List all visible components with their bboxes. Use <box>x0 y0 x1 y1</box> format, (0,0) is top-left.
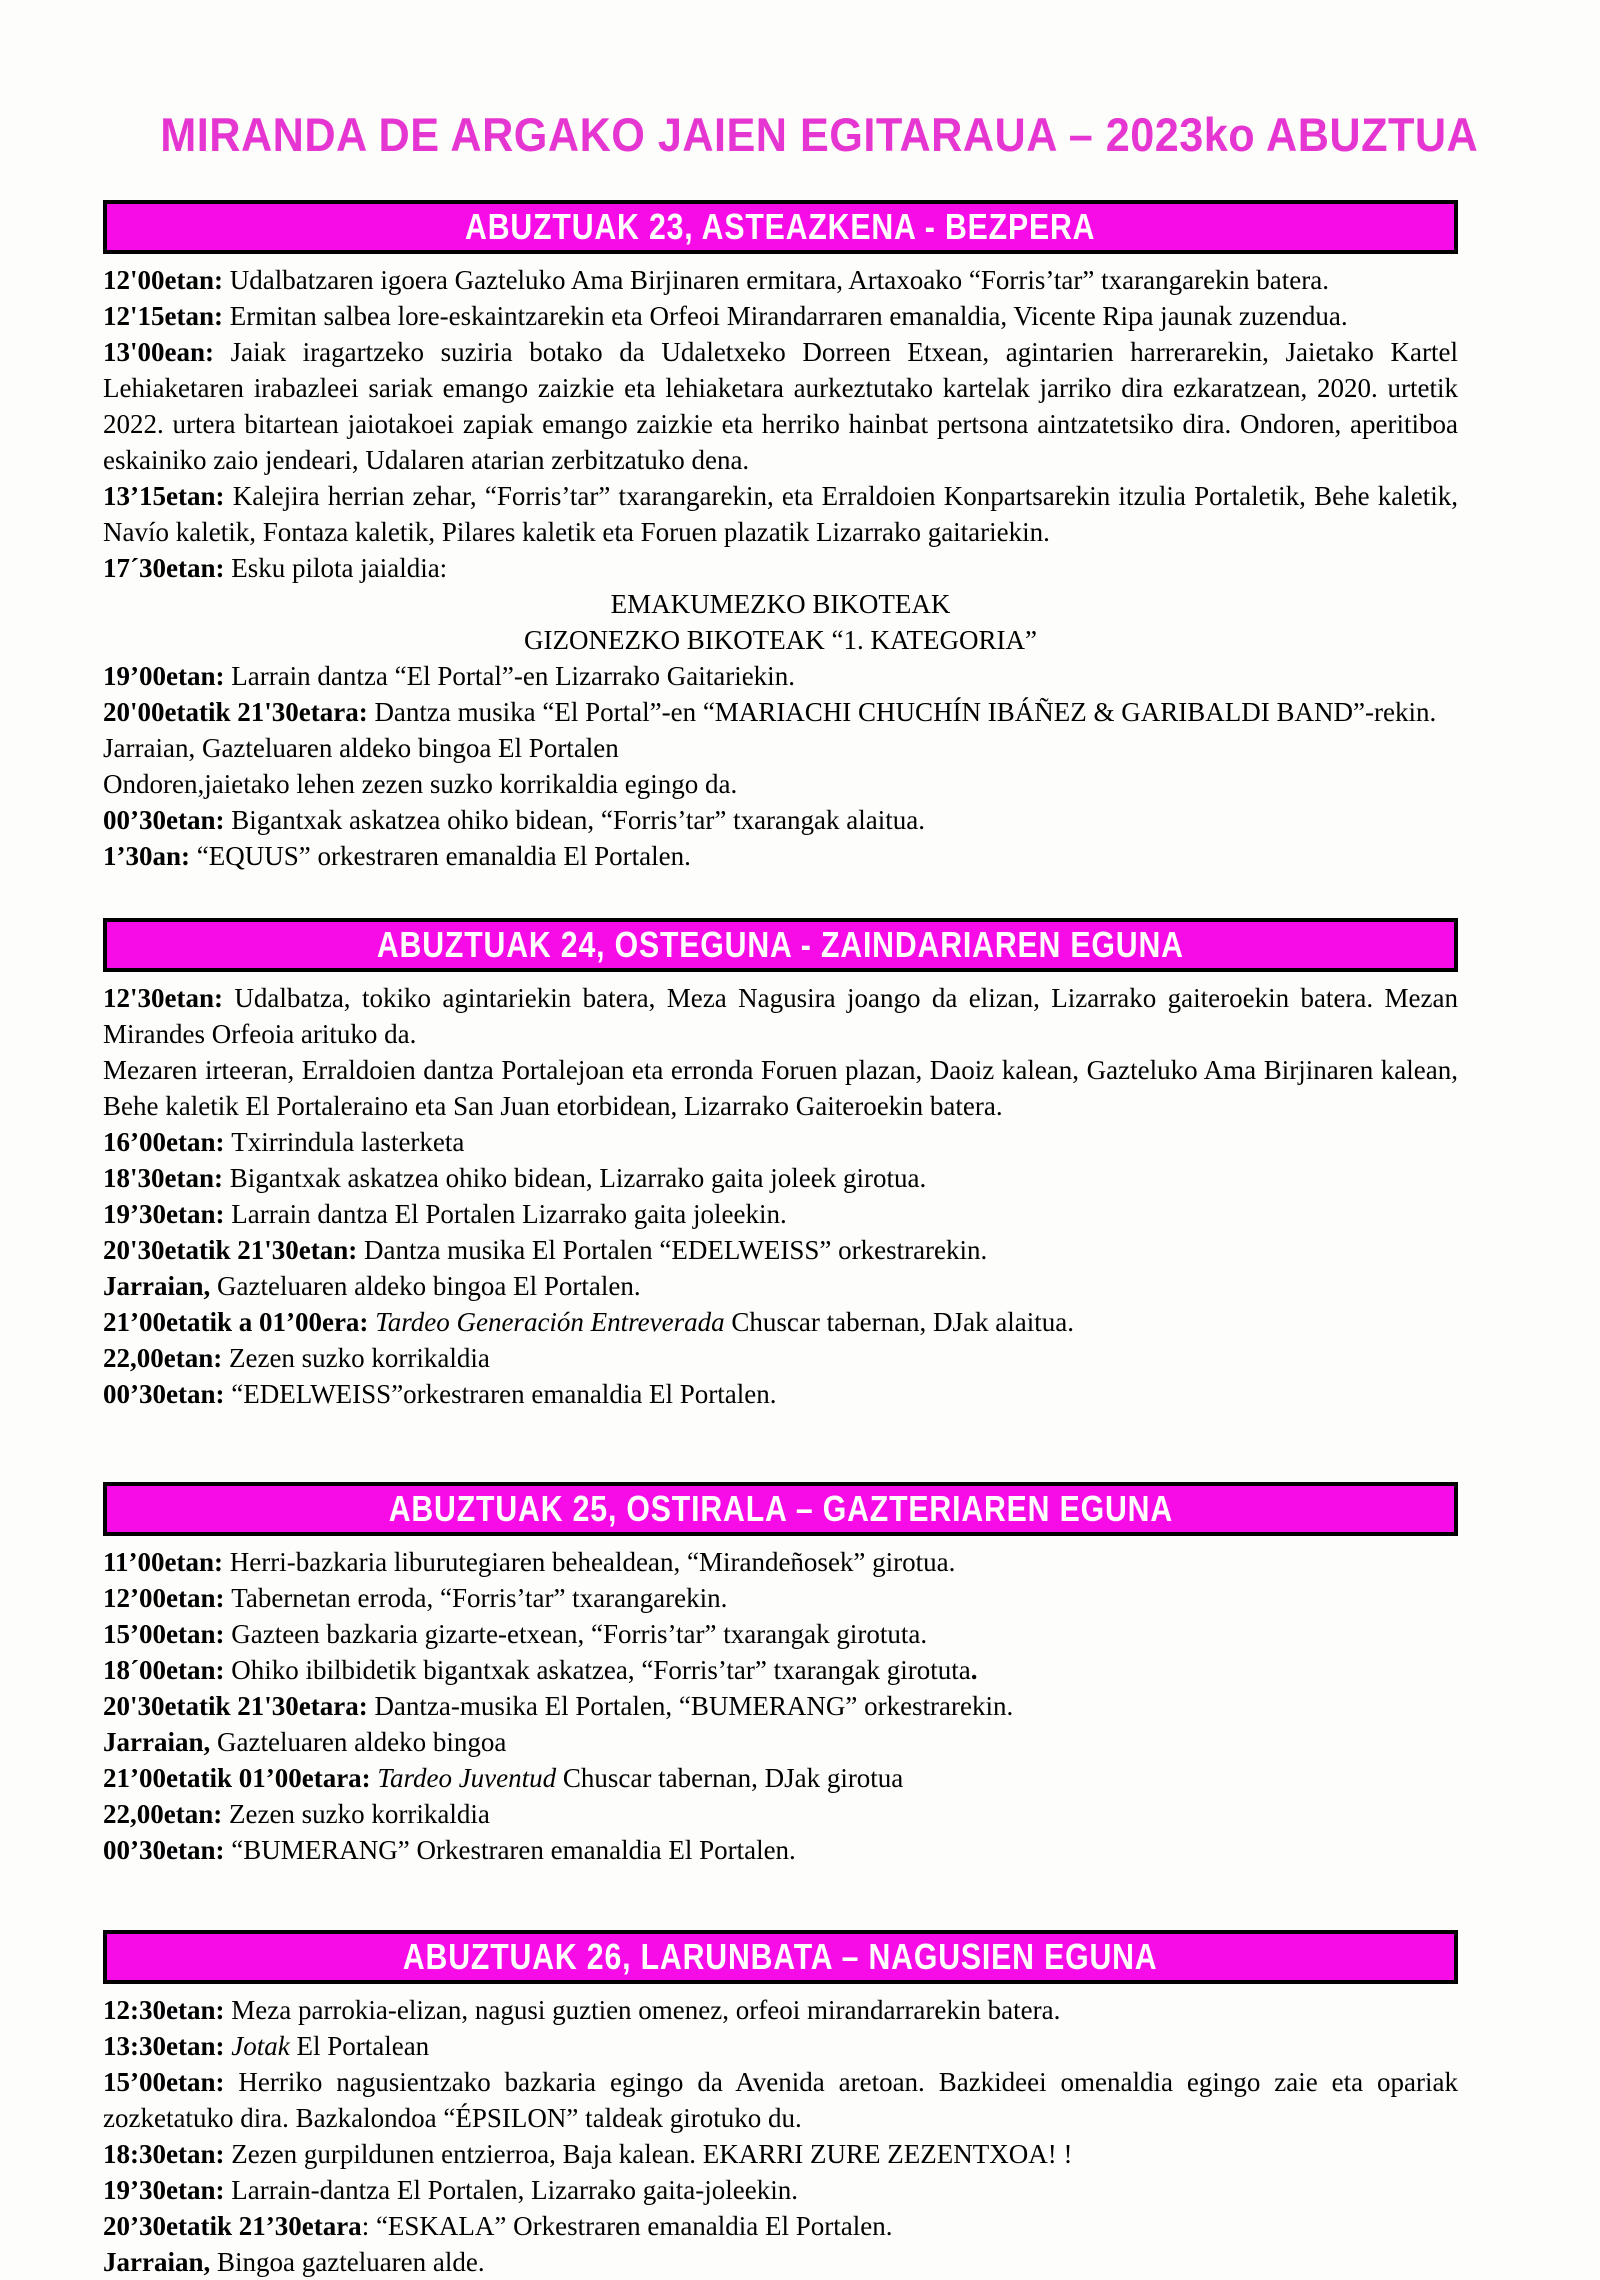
program-entry <box>103 1304 1458 1340</box>
program-entry <box>103 478 1458 550</box>
entry-time: 12'00etan: <box>103 265 230 295</box>
entry-text: Ondoren,jaietako lehen zezen suzko korrikaldia egingo da. <box>103 769 738 799</box>
program-entry <box>103 550 1458 586</box>
entry-text: Bigantxak askatzea ohiko bidean, “Forris’tar” txarangak alaitua. <box>231 805 925 835</box>
entry-text: Gazteen bazkaria gizarte-etxean, “Forris’tar” txarangak girotuta. <box>231 1619 928 1649</box>
entry-text: : “ESKALA” Orkestraren emanaldia El Portalen. <box>361 2211 893 2241</box>
section-banner-title: ABUZTUAK 24, OSTEGUNA - ZAINDARIAREN EGUNA <box>377 924 1184 965</box>
entry-text: Jotak <box>231 2031 290 2061</box>
entry-text: Udalbatza, tokiko agintariekin batera, Meza Nagusira joango da elizan, Lizarrako gaiteroekin batera. Mezan Mirandes Orfeoia arituko da. <box>103 983 1458 1049</box>
section-banner-title: ABUZTUAK 23, ASTEAZKENA - BEZPERA <box>465 206 1096 247</box>
entry-text: Tardeo Generación Entreverada <box>375 1307 725 1337</box>
entry-text: Jaiak iragartzeko suziria botako da Udaletxeko Dorreen Etxean, agintarien harrerarekin, Jaietako Kartel Lehiaketaren irabazleei sariak emango zaizkie eta lehiaketara aurkeztutako kartelak jarriko dira ezkaratzean, 2020. urtetik 2022. urtera bitartean jaiotakoei zapiak emango zaizkie eta herriko hainbat pertsona aintzatetsiko dira. Ondoren, aperitiboa eskainiko zaio jendeari, Udalaren atarian zerbitzatuko dena. <box>103 337 1458 475</box>
program-entry <box>103 622 1458 658</box>
entry-time: 22,00etan: <box>103 1799 229 1829</box>
entry-time: 18'30etan: <box>103 1163 230 1193</box>
program-entry <box>103 658 1458 694</box>
program-entry <box>103 334 1458 478</box>
program-entry <box>103 1724 1458 1760</box>
entry-time: 18´00etan: <box>103 1655 232 1685</box>
entry-time: 15’00etan: <box>103 1619 232 1649</box>
entry-time: 21’00etatik 01’00etara: <box>103 1763 378 1793</box>
program-section <box>103 1482 1458 1868</box>
entry-text: Tardeo Juventud <box>377 1763 557 1793</box>
entry-text: Herriko nagusientzako bazkaria egingo da Avenida aretoan. Bazkideei omenaldia egingo zaie eta opariak zozketatuko dira. Bazkalondoa “ÉPSILON” taldeak girotuko du. <box>103 2067 1459 2133</box>
section-banner-title: ABUZTUAK 26, LARUNBATA – NAGUSIEN EGUNA <box>403 1936 1158 1977</box>
program-entry <box>103 1544 1458 1580</box>
entry-time: 19’30etan: <box>103 2175 232 2205</box>
program-section <box>103 1930 1458 2280</box>
program-entry <box>103 1832 1458 1868</box>
program-entry <box>103 1196 1458 1232</box>
program-entry <box>103 298 1458 334</box>
program-entry <box>103 838 1458 874</box>
entry-time: 17´30etan: <box>103 553 232 583</box>
entry-text: Chuscar tabernan, DJak girotua <box>556 1763 904 1793</box>
entry-time: 12'30etan: <box>103 983 235 1013</box>
entry-text: Esku pilota jaialdia: <box>231 553 448 583</box>
program-entry <box>103 1652 1458 1688</box>
entry-time: 20'00etatik 21'30etara: <box>103 697 375 727</box>
program-entry <box>103 766 1458 802</box>
entry-time: Jarraian, <box>103 2247 217 2277</box>
entry-time: 13:30etan: <box>103 2031 232 2061</box>
section-banner <box>103 1482 1458 1536</box>
program-entry <box>103 1340 1458 1376</box>
section-banner-title: ABUZTUAK 25, OSTIRALA – GAZTERIAREN EGUNA <box>388 1488 1173 1529</box>
entry-time: . <box>970 1655 978 1685</box>
program-entry <box>103 2064 1458 2136</box>
entry-text: “EQUUS” orkestraren emanaldia El Portalen. <box>196 841 691 871</box>
program-entry <box>103 1688 1458 1724</box>
entry-text: Gazteluaren aldeko bingoa <box>217 1727 507 1757</box>
entry-time: 22,00etan: <box>103 1343 229 1373</box>
program-entry <box>103 730 1458 766</box>
entry-time: 1’30an: <box>103 841 197 871</box>
entry-time: 13'00ean: <box>103 337 231 367</box>
program-entry <box>103 2208 1458 2244</box>
program-entry <box>103 1160 1458 1196</box>
page-title-text: MIRANDA DE ARGAKO JAIEN EGITARAUA – 2023ko ABUZTUA <box>160 108 1479 161</box>
entry-text: Dantza musika El Portalen “EDELWEISS” orkestrarekin. <box>363 1235 988 1265</box>
entry-time: 21’00etatik a 01’00era: <box>103 1307 376 1337</box>
entry-text: Jarraian, Gazteluaren aldeko bingoa El Portalen <box>103 733 619 763</box>
program-sections <box>103 200 1458 2280</box>
entry-time: 00’30etan: <box>103 1835 232 1865</box>
entry-text: “EDELWEISS”orkestraren emanaldia El Portalen. <box>231 1379 777 1409</box>
entry-text: Larrain dantza El Portalen Lizarrako gaita joleekin. <box>231 1199 787 1229</box>
entry-text: Ermitan salbea lore-eskaintzarekin eta Orfeoi Mirandarraren emanaldia, Vicente Ripa jaunak zuzendua. <box>229 301 1348 331</box>
entry-text: Dantza-musika El Portalen, “BUMERANG” orkestrarekin. <box>374 1691 1014 1721</box>
program-entry <box>103 1232 1458 1268</box>
program-entry <box>103 1992 1458 2028</box>
section-banner <box>103 200 1458 254</box>
program-section <box>103 918 1458 1412</box>
entry-text: Ohiko ibilbidetik bigantxak askatzea, “Forris’tar” txarangak girotuta <box>231 1655 971 1685</box>
program-entry <box>103 1760 1458 1796</box>
entry-time: 16’00etan: <box>103 1127 232 1157</box>
entry-time: 00’30etan: <box>103 805 232 835</box>
entry-text: Dantza musika “El Portal”-en “MARIACHI CHUCHÍN IBÁÑEZ & GARIBALDI BAND”-rekin. <box>374 697 1437 727</box>
entry-time: 11’00etan: <box>103 1547 230 1577</box>
section-banner <box>103 918 1458 972</box>
program-entry <box>103 1616 1458 1652</box>
entry-text: Mezaren irteeran, Erraldoien dantza Portalejoan eta erronda Foruen plazan, Daoiz kalean, Gazteluko Ama Birjinaren kalean, Behe kaletik El Portaleraino eta San Juan etorbidean, Lizarrako Gaiteroekin batera. <box>103 1055 1458 1121</box>
program-entry <box>103 2136 1458 2172</box>
entry-time: 12:30etan: <box>103 1995 232 2025</box>
entry-time: 13’15etan: <box>103 481 233 511</box>
entry-text: Larrain-dantza El Portalen, Lizarrako gaita-joleekin. <box>231 2175 798 2205</box>
entry-text: GIZONEZKO BIKOTEAK “1. KATEGORIA” <box>524 625 1037 655</box>
entry-time: 15’00etan: <box>103 2067 239 2097</box>
entry-text: Larrain dantza “El Portal”-en Lizarrako Gaitariekin. <box>231 661 795 691</box>
program-entry <box>103 694 1458 730</box>
entry-text: Chuscar tabernan, DJak alaitua. <box>724 1307 1075 1337</box>
program-entry <box>103 262 1458 298</box>
entry-text: Meza parrokia-elizan, nagusi guztien omenez, orfeoi mirandarrarekin batera. <box>231 1995 1061 2025</box>
entry-text: Bigantxak askatzea ohiko bidean, Lizarrako gaita joleek girotua. <box>229 1163 927 1193</box>
program-entry <box>103 2172 1458 2208</box>
program-section <box>103 200 1458 874</box>
entry-text: “BUMERANG” Orkestraren emanaldia El Portalen. <box>231 1835 796 1865</box>
program-entry <box>103 1580 1458 1616</box>
entry-text: Udalbatzaren igoera Gazteluko Ama Birjinaren ermitara, Artaxoako “Forris’tar” txarangarekin batera. <box>229 265 1329 295</box>
entry-time: 12’00etan: <box>103 1583 232 1613</box>
entry-text: Zezen gurpildunen entzierroa, Baja kalean. EKARRI ZURE ZEZENTXOA! ! <box>231 2139 1073 2169</box>
entry-text: Bingoa gazteluaren alde. <box>217 2247 485 2277</box>
program-entry <box>103 1124 1458 1160</box>
section-banner <box>103 1930 1458 1984</box>
entry-text: Zezen suzko korrikaldia <box>228 1799 490 1829</box>
entry-text: Zezen suzko korrikaldia <box>228 1343 490 1373</box>
program-entry <box>103 1796 1458 1832</box>
entry-time: 20’30etatik 21’30etara <box>103 2211 362 2241</box>
entry-text: Txirrindula lasterketa <box>231 1127 465 1157</box>
program-entry <box>103 980 1458 1052</box>
entry-text: Tabernetan erroda, “Forris’tar” txarangarekin. <box>231 1583 728 1613</box>
entry-time: Jarraian, <box>103 1727 217 1757</box>
program-entry <box>103 802 1458 838</box>
program-entry <box>103 586 1458 622</box>
entry-time: 19’00etan: <box>103 661 232 691</box>
entry-text: Gazteluaren aldeko bingoa El Portalen. <box>217 1271 641 1301</box>
entry-text: EMAKUMEZKO BIKOTEAK <box>610 589 951 619</box>
entry-time: 12'15etan: <box>103 301 230 331</box>
program-entry <box>103 2244 1458 2280</box>
page-title <box>103 108 1479 164</box>
entry-text: Kalejira herrian zehar, “Forris’tar” txarangarekin, eta Erraldoien Konpartsarekin itzulia Portaletik, Behe kaletik, Navío kaletik, Fontaza kaletik, Pilares kaletik eta Foruen plazatik Lizarrako gaitariekin. <box>103 481 1458 547</box>
entry-time: 19’30etan: <box>103 1199 232 1229</box>
entry-time: 18:30etan: <box>103 2139 232 2169</box>
entry-time: 20'30etatik 21'30etara: <box>103 1691 375 1721</box>
program-entry <box>103 1052 1458 1124</box>
entry-time: 00’30etan: <box>103 1379 232 1409</box>
entry-text: El Portalean <box>289 2031 430 2061</box>
entry-text: Herri-bazkaria liburutegiaren behealdean, “Mirandeñosek” girotua. <box>229 1547 956 1577</box>
entry-time: Jarraian, <box>103 1271 217 1301</box>
entry-time: 20'30etatik 21'30etan: <box>103 1235 364 1265</box>
program-entry <box>103 1376 1458 1412</box>
program-entry <box>103 1268 1458 1304</box>
program-entry <box>103 2028 1458 2064</box>
